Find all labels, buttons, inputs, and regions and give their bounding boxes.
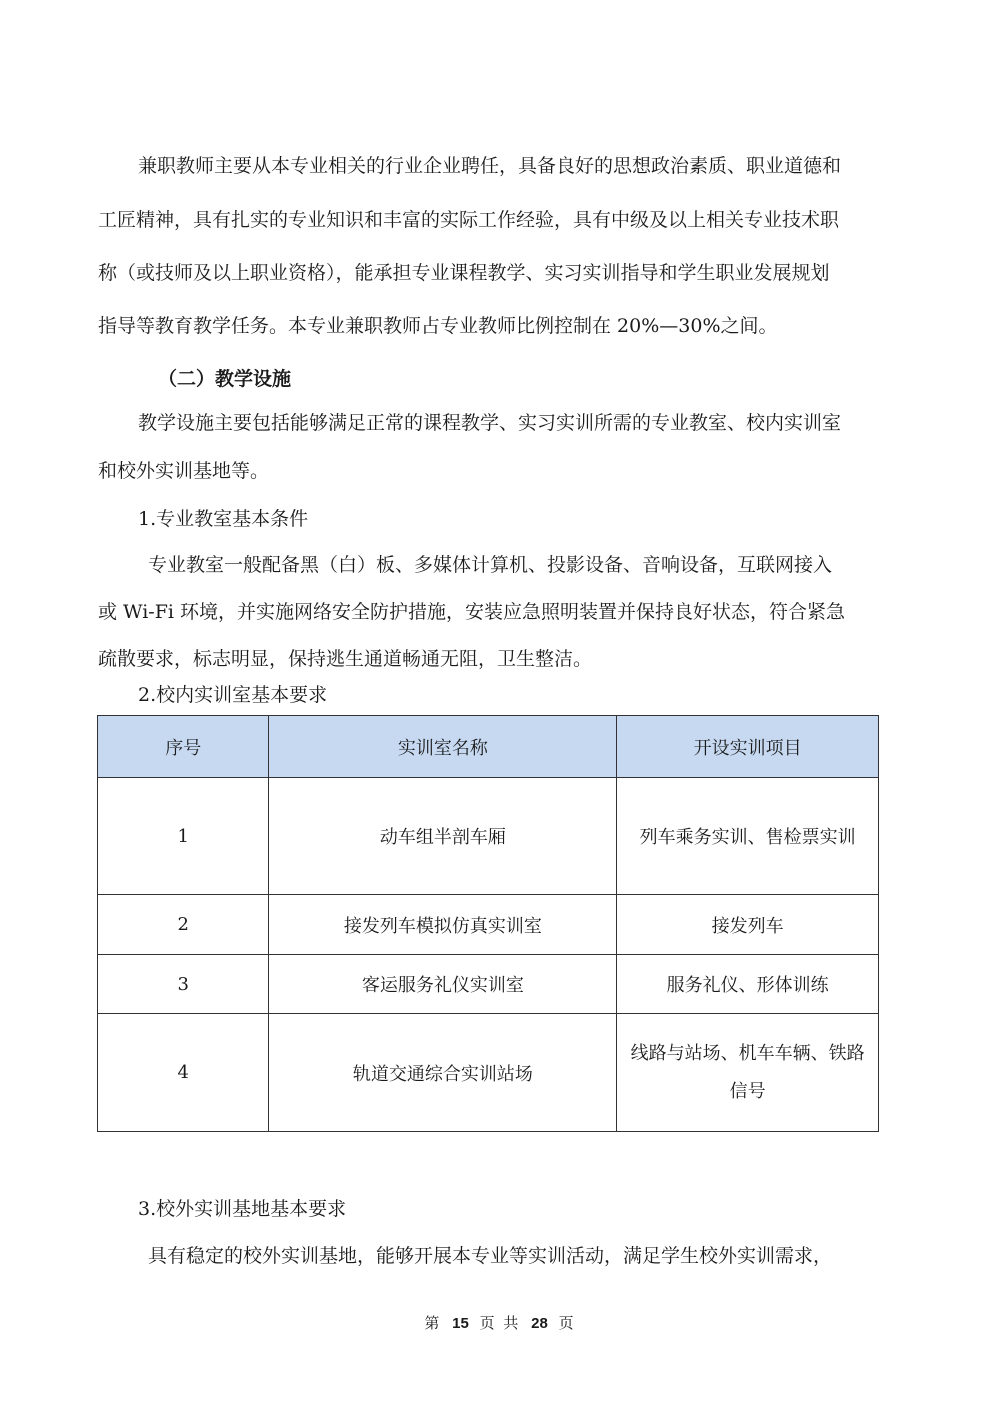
table-row	[98, 955, 879, 1014]
cell-project: 服务礼仪、形体训练	[617, 955, 879, 1014]
subsection-title: 3.校外实训基地基本要求	[138, 1198, 347, 1220]
footer-total-pages: 28	[531, 1315, 548, 1332]
header-no: 序号	[98, 716, 269, 778]
header-name: 实训室名称	[269, 716, 617, 778]
table-header-row	[98, 716, 879, 778]
cell-project: 列车乘务实训、售检票实训	[617, 778, 879, 895]
cell-project: 接发列车	[617, 895, 879, 955]
cell-no: 4	[98, 1014, 269, 1132]
page-footer	[0, 1312, 1000, 1333]
cell-name: 轨道交通综合实训站场	[269, 1014, 617, 1132]
training-room-table	[97, 715, 879, 1132]
subsection-title: 2.校内实训室基本要求	[138, 684, 328, 706]
paragraph-line: 或 Wi-Fi 环境，并实施网络安全防护措施，安装应急照明装置并保持良好状态，符合紧急	[98, 601, 846, 623]
cell-no: 1	[98, 778, 269, 895]
paragraph-line: 指导等教育教学任务。本专业兼职教师占专业教师比例控制在 20%—30%之间。	[98, 315, 778, 337]
paragraph-line: 工匠精神，具有扎实的专业知识和丰富的实际工作经验，具有中级及以上相关专业技术职	[98, 209, 840, 231]
footer-middle: 页 共	[479, 1314, 521, 1332]
cell-name: 动车组半剖车厢	[269, 778, 617, 895]
paragraph-line: 具有稳定的校外实训基地，能够开展本专业等实训活动，满足学生校外实训需求，	[148, 1245, 833, 1267]
paragraph-line: 称（或技师及以上职业资格），能承担专业课程教学、实习实训指导和学生职业发展规划	[98, 262, 830, 284]
paragraph-line: 兼职教师主要从本专业相关的行业企业聘任，具备良好的思想政治素质、职业道德和	[138, 155, 842, 177]
paragraph-line: 专业教室一般配备黑（白）板、多媒体计算机、投影设备、音响设备，互联网接入	[148, 554, 833, 576]
cell-name: 接发列车模拟仿真实训室	[269, 895, 617, 955]
paragraph-line: 疏散要求，标志明显，保持逃生通道畅通无阻，卫生整洁。	[98, 648, 593, 670]
cell-name: 客运服务礼仪实训室	[269, 955, 617, 1014]
subsection-title: 1.专业教室基本条件	[138, 508, 309, 530]
cell-no: 3	[98, 955, 269, 1014]
table-row	[98, 1014, 879, 1132]
section-heading: （二）教学设施	[158, 368, 292, 390]
footer-suffix: 页	[558, 1314, 576, 1332]
cell-no: 2	[98, 895, 269, 955]
table-row	[98, 778, 879, 895]
paragraph-line: 和校外实训基地等。	[98, 460, 270, 482]
cell-project: 线路与站场、机车车辆、铁路信号	[617, 1014, 879, 1132]
footer-page-number: 15	[452, 1315, 469, 1332]
table-row	[98, 895, 879, 955]
paragraph-line: 教学设施主要包括能够满足正常的课程教学、实习实训所需的专业教室、校内实训室	[138, 412, 842, 434]
footer-prefix: 第	[424, 1314, 442, 1332]
header-project: 开设实训项目	[617, 716, 879, 778]
